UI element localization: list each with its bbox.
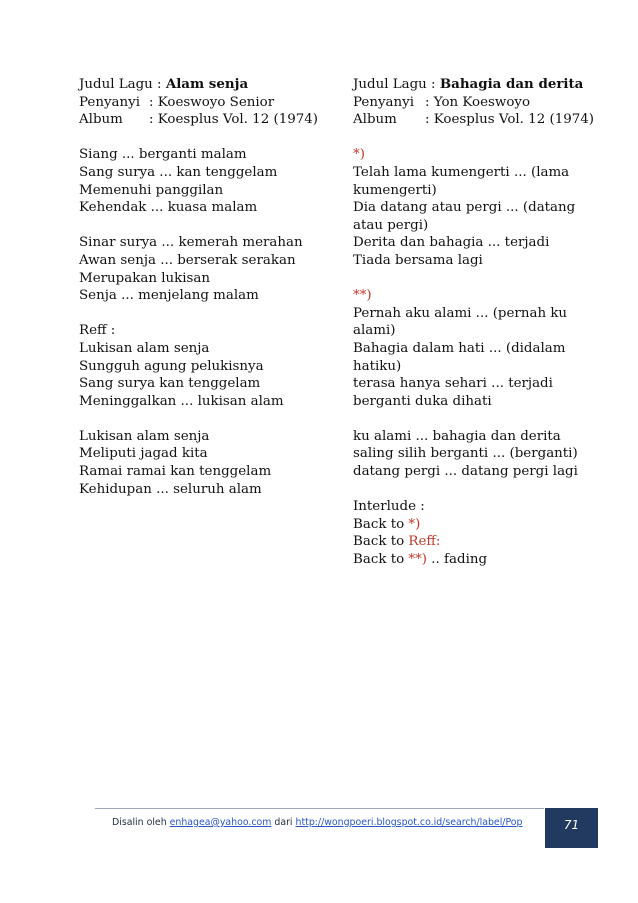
- song-title: Bahagia dan derita: [439, 76, 584, 92]
- back-to-line: [353, 533, 603, 551]
- lyric-line: Tiada bersama lagi: [353, 252, 483, 268]
- back-to-label: Back to: [353, 552, 409, 568]
- back-to-target: *): [408, 516, 421, 532]
- page-number-box: [545, 808, 598, 848]
- section-marker: **): [353, 288, 372, 304]
- lyric-line: Kehendak ... kuasa malam: [79, 200, 258, 216]
- lyric-line: Sungguh agung pelukisnya: [79, 358, 264, 374]
- lyric-line: Meninggalkan ... lukisan alam: [79, 393, 284, 409]
- right-album-line: [353, 111, 603, 129]
- footer-credit: [112, 817, 522, 828]
- back-to-label: Back to: [353, 516, 409, 532]
- lyric-line: saling silih berganti ... (berganti): [353, 446, 578, 462]
- back-to-line: [353, 516, 603, 534]
- lyric-line: Sinar surya ... kemerah merahan: [79, 235, 303, 251]
- footer-divider: [95, 808, 544, 809]
- footer-prefix: Disalin oleh: [112, 817, 170, 828]
- album-value: : Koesplus Vol. 12 (1974): [425, 112, 594, 128]
- title-label: Judul Lagu :: [79, 77, 166, 92]
- page-number: 71: [563, 818, 580, 832]
- singer-label: Penyanyi: [353, 94, 414, 110]
- lyric-line: datang pergi ... datang pergi lagi: [353, 464, 578, 480]
- lyric-line: Merupakan lukisan: [79, 270, 210, 286]
- left-song: [79, 76, 339, 498]
- song-title: Alam senja: [165, 76, 249, 92]
- lyric-line: Bahagia dalam hati ... (didalam hatiku): [353, 340, 566, 374]
- album-label: Album: [79, 112, 123, 128]
- interlude-label: Interlude :: [353, 499, 425, 515]
- back-to-line: [353, 551, 603, 569]
- email-link[interactable]: enhagea@yahoo.com: [169, 817, 272, 828]
- back-to-label: Back to: [353, 534, 409, 550]
- singer-value: : Yon Koeswoyo: [425, 94, 531, 110]
- lyric-line: Dia datang atau pergi ... (datang atau pergi): [353, 200, 576, 233]
- right-title-line: [353, 76, 603, 94]
- lyric-line: Memenuhi panggilan: [79, 182, 224, 198]
- reff-label: Reff :: [79, 323, 116, 339]
- singer-value: : Koeswoyo Senior: [149, 94, 275, 110]
- lyric-line: Ramai ramai kan tenggelam: [79, 464, 272, 480]
- lyric-line: Lukisan alam senja: [79, 428, 210, 444]
- back-to-target: Reff:: [408, 534, 441, 550]
- album-value: : Koesplus Vol. 12 (1974): [149, 112, 318, 128]
- right-singer-line: [353, 94, 603, 112]
- singer-label: Penyanyi: [79, 94, 140, 110]
- lyric-line: Awan senja ... berserak serakan: [79, 252, 296, 268]
- left-singer-line: [79, 94, 339, 112]
- back-to-suffix: .. fading: [427, 552, 488, 568]
- source-url-link[interactable]: http://wongpoeri.blogspot.co.id/search/label/Pop: [295, 817, 523, 828]
- album-label: Album: [353, 112, 397, 128]
- lyric-line: Telah lama kumengerti ... (lama kumengerti): [353, 164, 570, 198]
- lyric-line: Kehidupan ... seluruh alam: [79, 481, 262, 497]
- lyric-line: Siang ... berganti malam: [79, 147, 247, 163]
- back-to-target: **): [408, 552, 428, 568]
- left-title-line: [79, 76, 339, 94]
- lyric-line: Derita dan bahagia ... terjadi: [353, 235, 550, 251]
- lyric-line: Senja ... menjelang malam: [79, 288, 259, 304]
- right-song: [353, 76, 603, 569]
- lyric-line: Pernah aku alami ... (pernah ku alami): [353, 305, 568, 339]
- lyric-line: Meliputi jagad kita: [79, 446, 208, 462]
- section-marker: *): [353, 147, 365, 163]
- left-album-line: [79, 111, 339, 129]
- title-label: Judul Lagu :: [353, 77, 440, 92]
- lyric-line: Sang surya kan tenggelam: [79, 376, 261, 392]
- lyric-line: ku alami ... bahagia dan derita: [353, 428, 561, 444]
- lyric-line: Sang surya ... kan tenggelam: [79, 164, 278, 180]
- footer-middle: dari: [271, 817, 296, 828]
- lyric-line: Lukisan alam senja: [79, 340, 210, 356]
- lyric-line: terasa hanya sehari ... terjadi berganti duka dihati: [353, 376, 553, 409]
